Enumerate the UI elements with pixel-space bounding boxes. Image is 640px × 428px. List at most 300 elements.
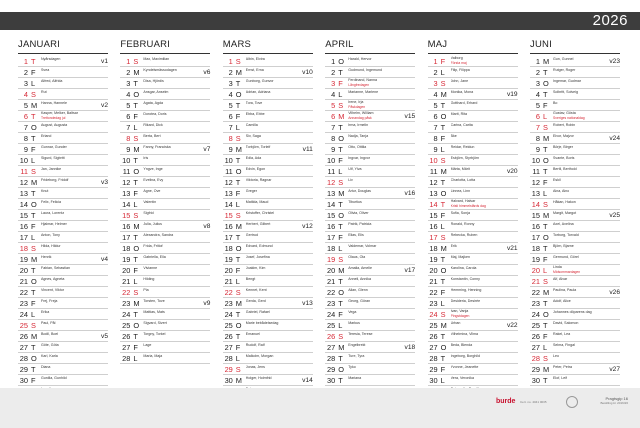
day-number: 24 [224, 310, 233, 319]
day-row [325, 320, 415, 331]
day-row [18, 298, 108, 309]
day-number: 4 [228, 90, 233, 99]
name-day: Matilda, Maud [245, 200, 269, 204]
day-row [120, 177, 210, 188]
name-day: Yvonne, Jeanette [450, 365, 479, 369]
day-number: 17 [429, 233, 438, 242]
day-row [120, 122, 210, 133]
name-day: Vivianne [143, 266, 158, 270]
name-day: Georg, Göran [348, 299, 371, 303]
day-row [18, 232, 108, 243]
name-day: Gabriella, Ella [143, 255, 166, 259]
day-number: 26 [531, 332, 540, 341]
day-number: 22 [531, 288, 540, 297]
name-day: Yngve, Inge [143, 167, 163, 171]
day-number: 5 [535, 101, 540, 110]
holiday-label: Första maj [450, 61, 467, 65]
day-row [18, 221, 108, 232]
day-row [325, 287, 415, 298]
month-name: MAJ [427, 39, 448, 50]
name-day: Alf, Alvar [553, 277, 568, 281]
day-row [428, 133, 518, 144]
day-number: 17 [122, 233, 131, 242]
day-row [18, 320, 108, 331]
day-row [223, 188, 313, 199]
weekday-letter: S [543, 354, 548, 363]
weekday-letter: L [338, 321, 343, 330]
day-row [120, 111, 210, 122]
day-row [120, 331, 210, 342]
day-row [325, 243, 415, 254]
week-number: v10 [302, 69, 313, 76]
name-day: Gunborg, Gunvor [245, 79, 274, 83]
day-number: 5 [126, 101, 131, 110]
weekday-letter: T [235, 156, 241, 165]
name-day: Tiburtius [348, 200, 362, 204]
name-day: Hemming, Henning [450, 288, 482, 292]
weekday-letter: T [338, 145, 343, 154]
name-day: Märta, Märit [450, 167, 470, 171]
weekday-letter: O [440, 266, 447, 275]
day-number: 7 [433, 123, 438, 132]
day-number: 23 [531, 299, 540, 308]
day-row [223, 265, 313, 276]
day-number: 15 [326, 211, 336, 220]
day-row [530, 342, 620, 353]
weekday-letter: T [338, 200, 343, 209]
day-number: 30 [531, 376, 540, 385]
weekday-letter: M [543, 288, 550, 297]
day-number: 1 [23, 57, 28, 66]
weekday-letter: F [338, 79, 343, 88]
months-grid [18, 39, 622, 385]
day-number: 8 [23, 134, 28, 143]
name-day: Charlotta, Lotta [450, 178, 476, 182]
weekday-letter: T [440, 255, 446, 264]
day-number: 6 [23, 112, 28, 121]
day-number: 21 [531, 277, 540, 286]
day-row [18, 155, 108, 166]
week-number: v15 [404, 113, 416, 120]
day-row [325, 111, 415, 122]
name-day: Elias, Elis [348, 233, 364, 237]
weekday-letter: T [31, 343, 36, 352]
day-number: 16 [429, 222, 438, 231]
day-row [428, 122, 518, 133]
name-day: Sigurd, Sigbritt [41, 156, 65, 160]
day-row [428, 254, 518, 265]
day-list [223, 56, 313, 397]
weekday-letter: F [235, 189, 241, 198]
weekday-letter: T [235, 332, 241, 341]
name-day: Markus [348, 321, 360, 325]
day-number: 23 [326, 299, 336, 308]
day-number: 3 [126, 79, 131, 88]
weekday-letter: S [31, 90, 36, 99]
day-number: 12 [326, 178, 336, 187]
name-day: Gerda, Gerd [245, 299, 266, 303]
name-day: Engelbrekt [348, 343, 366, 347]
month-name: MARS [222, 39, 252, 50]
weekday-letter: S [440, 233, 446, 242]
day-row [120, 210, 210, 221]
name-day: Torgny, Torkel [143, 332, 166, 336]
name-day: Beda, Blenda [450, 343, 473, 347]
day-row [18, 78, 108, 89]
week-number: v16 [404, 190, 416, 197]
day-number: 6 [228, 112, 233, 121]
day-number: 9 [23, 145, 28, 154]
day-number: 12 [531, 178, 540, 187]
day-number: 10 [19, 156, 28, 165]
day-row [325, 122, 415, 133]
name-day: Agnes, Agneta [41, 277, 65, 281]
day-row [325, 89, 415, 100]
weekday-letter: M [543, 211, 550, 220]
day-row [18, 243, 108, 254]
day-row [325, 309, 415, 320]
name-day: Peter, Petra [553, 365, 572, 369]
name-day: Björn, Bjarne [553, 244, 574, 248]
day-number: 3 [433, 79, 438, 88]
day-number: 23 [122, 299, 131, 308]
week-number: v25 [609, 212, 620, 219]
weekday-letter: M [133, 299, 140, 308]
weekday-letter: T [440, 200, 446, 209]
name-day: Vega [348, 310, 357, 314]
week-number: v23 [609, 58, 620, 65]
day-row [18, 177, 108, 188]
day-number: 6 [126, 112, 131, 121]
day-number: 25 [224, 321, 233, 330]
weekday-letter: T [338, 376, 343, 385]
weekday-letter: O [133, 244, 140, 253]
week-number: v13 [302, 300, 313, 307]
day-row [428, 331, 518, 342]
weekday-letter: T [235, 233, 241, 242]
day-number: 14 [531, 200, 540, 209]
weekday-letter: F [31, 299, 36, 308]
day-number: 15 [122, 211, 131, 220]
weekday-letter: M [31, 332, 38, 341]
day-number: 19 [531, 255, 540, 264]
name-day: Greger [245, 189, 257, 193]
weekday-letter: T [31, 365, 36, 374]
day-number: 6 [535, 112, 540, 121]
day-number: 27 [326, 343, 336, 352]
week-number: v22 [506, 322, 518, 329]
day-number: 22 [224, 288, 233, 297]
day-number: 29 [224, 365, 233, 374]
day-row [223, 254, 313, 265]
weekday-letter: F [543, 255, 548, 264]
weekday-letter: T [440, 178, 446, 187]
day-row [18, 353, 108, 364]
day-row [223, 166, 313, 177]
day-row [325, 210, 415, 221]
weekday-letter: T [338, 222, 343, 231]
day-row [223, 309, 313, 320]
name-day: Fanny, Franciska [143, 145, 171, 149]
month-divider [325, 53, 415, 54]
day-number: 26 [429, 332, 438, 341]
day-row [530, 287, 620, 298]
weekday-letter: L [543, 189, 548, 198]
weekday-letter: O [133, 90, 140, 99]
name-day: Johannes döparens dag [553, 310, 592, 314]
day-row [530, 56, 620, 67]
weekday-letter: T [31, 134, 36, 143]
name-day: Bengt [245, 277, 256, 281]
day-row [223, 320, 313, 331]
month-name: JUNI [530, 39, 552, 50]
day-row [530, 353, 620, 364]
day-row [325, 298, 415, 309]
day-number: 29 [19, 365, 28, 374]
name-day: Rakel, Lea [553, 332, 571, 336]
name-day: Marianne, Marlene [348, 90, 379, 94]
day-row [428, 276, 518, 287]
day-row [325, 100, 415, 111]
weekday-letter: S [235, 134, 241, 143]
name-day: Torbjörn, Torleif [245, 145, 271, 149]
name-day: Rut [41, 90, 47, 94]
day-number: 11 [20, 167, 28, 176]
name-day: Ingemar, Gudmar [553, 79, 581, 83]
day-number: 23 [429, 299, 438, 308]
weekday-letter: F [133, 189, 138, 198]
name-day: Otto, Ottilia [348, 145, 367, 149]
day-row [120, 56, 210, 67]
name-day: Allan, Glenn [348, 288, 368, 292]
weekday-letter: O [543, 233, 549, 242]
week-number: v6 [203, 69, 211, 76]
weekday-letter: T [133, 255, 138, 264]
weekday-letter: L [31, 79, 36, 88]
day-number: 26 [224, 332, 233, 341]
weekday-letter: L [235, 277, 240, 286]
weekday-letter: O [338, 211, 344, 220]
holiday-label: Påskdagen [348, 105, 366, 109]
day-row [120, 276, 210, 287]
weekday-letter: F [440, 288, 446, 297]
day-number: 19 [224, 255, 233, 264]
day-number: 9 [535, 145, 540, 154]
name-day: Holger, Holmfrid [245, 376, 272, 380]
day-number: 26 [19, 332, 28, 341]
weekday-letter: S [543, 277, 548, 286]
weekday-letter: T [440, 277, 446, 286]
holiday-label: Sveriges nationaldag [553, 116, 585, 120]
brand-logo: burde [496, 398, 516, 405]
day-number: 3 [23, 79, 28, 88]
day-number: 18 [224, 244, 233, 253]
name-day: Alfred, Alfrida [41, 79, 63, 83]
week-number: v4 [101, 256, 108, 263]
day-row [223, 221, 313, 232]
day-number: 20 [122, 266, 131, 275]
weekday-letter: L [338, 244, 343, 253]
day-row [120, 298, 210, 309]
weekday-letter: L [543, 343, 548, 352]
day-row [18, 331, 108, 342]
name-day: Adolf, Alice [553, 299, 571, 303]
weekday-letter: T [133, 332, 138, 341]
day-row [120, 144, 210, 155]
day-row [325, 166, 415, 177]
name-day: Kyndelsmässodagen [143, 68, 177, 72]
day-row [223, 100, 313, 111]
day-row [223, 177, 313, 188]
day-row [120, 155, 210, 166]
weekday-letter: M [235, 68, 242, 77]
day-row [18, 144, 108, 155]
day-row [18, 287, 108, 298]
day-row [428, 111, 518, 122]
day-row [223, 232, 313, 243]
weekday-letter: M [31, 101, 38, 110]
day-number: 4 [535, 90, 540, 99]
weekday-letter: T [133, 79, 138, 88]
holiday-label: Trettondedag jul [41, 116, 66, 120]
day-number: 30 [326, 376, 336, 385]
day-row [223, 298, 313, 309]
day-number: 15 [224, 211, 233, 220]
day-number: 10 [531, 156, 540, 165]
day-row [120, 67, 210, 78]
day-number: 10 [429, 156, 438, 165]
day-row [18, 265, 108, 276]
week-number: v9 [203, 300, 211, 307]
weekday-letter: F [543, 178, 548, 187]
weekday-letter: O [440, 343, 447, 352]
name-day: Jan, Jannike [41, 167, 62, 171]
name-day: Eskil [553, 178, 561, 182]
day-number: 19 [19, 255, 28, 264]
name-day: Albin, Elvira [245, 57, 265, 61]
day-number: 27 [224, 343, 233, 352]
weekday-letter: M [338, 112, 345, 121]
name-day: Julia, Julius [143, 222, 162, 226]
name-day: Adrian, Adriana [245, 90, 271, 94]
weekday-letter: S [133, 211, 139, 220]
weekday-letter: L [440, 68, 445, 77]
product-order-info: Bestilling kl. 2016/26 [600, 401, 628, 405]
day-number: 24 [19, 310, 28, 319]
day-number: 14 [19, 200, 28, 209]
day-row [325, 364, 415, 375]
day-number: 5 [433, 101, 438, 110]
day-number: 18 [429, 244, 438, 253]
weekday-letter: T [133, 310, 138, 319]
day-row [530, 309, 620, 320]
name-day: Dorotea, Doris [143, 112, 167, 116]
weekday-letter: F [133, 112, 138, 121]
weekday-letter: T [338, 299, 343, 308]
day-row [428, 287, 518, 298]
day-number: 8 [433, 134, 438, 143]
name-day: Ronald, Ronny [450, 222, 475, 226]
weekday-letter: M [133, 222, 140, 231]
weekday-letter: F [235, 112, 241, 121]
day-number: 7 [535, 123, 540, 132]
name-day: Rudolf, Ralf [245, 343, 265, 347]
name-day: Hilding [143, 277, 155, 281]
day-number: 5 [331, 101, 336, 110]
day-row [223, 144, 313, 155]
certification-seal-icon [566, 396, 578, 408]
weekday-letter: O [235, 321, 242, 330]
name-day: Anneli, Annika [348, 277, 371, 281]
name-day: Linda [553, 265, 562, 269]
day-row [223, 122, 313, 133]
name-day: Frej, Freja [41, 299, 58, 303]
month-name: JANUARI [18, 39, 61, 50]
day-number: 5 [23, 101, 28, 110]
name-day: Valdemar, Volmar [348, 244, 377, 248]
name-day: Urban [450, 321, 461, 325]
weekday-letter: S [543, 123, 548, 132]
day-number: 20 [531, 266, 540, 275]
name-day: Evelina, Evy [143, 178, 164, 182]
name-day: Josef, Josefina [245, 255, 270, 259]
day-number: 12 [224, 178, 233, 187]
name-day: August, Augusta [41, 123, 68, 127]
weekday-letter: M [543, 134, 550, 143]
day-number: 20 [224, 266, 233, 275]
day-row [530, 199, 620, 210]
day-number: 10 [122, 156, 131, 165]
day-row [530, 265, 620, 276]
day-number: 9 [433, 145, 438, 154]
weekday-letter: O [440, 189, 447, 198]
day-number: 20 [326, 266, 336, 275]
day-number: 1 [228, 57, 233, 66]
weekday-letter: O [31, 354, 37, 363]
day-row [120, 320, 210, 331]
weekday-letter: M [235, 222, 242, 231]
day-number: 26 [326, 332, 336, 341]
weekday-letter: M [543, 365, 550, 374]
name-day: Elof, Leif [553, 376, 567, 380]
day-number: 2 [23, 68, 28, 77]
name-day: Alexandra, Sandra [143, 233, 174, 237]
name-day: Paul, Pål [41, 321, 56, 325]
name-day: Edla, Ada [245, 156, 262, 160]
name-day: Gunnar, Gunder [41, 145, 67, 149]
name-day: Ebba, Ebbe [245, 112, 265, 116]
day-number: 14 [429, 200, 438, 209]
day-row [325, 188, 415, 199]
day-row [18, 188, 108, 199]
name-day: Svante, Boris [553, 156, 575, 160]
name-day: Eivor, Majvor [553, 134, 574, 138]
name-day: Agata, Agda [143, 101, 163, 105]
week-number: v3 [101, 179, 108, 186]
weekday-letter: S [235, 211, 241, 220]
day-number: 24 [122, 310, 131, 319]
day-number: 28 [326, 354, 336, 363]
day-number: 7 [331, 123, 336, 132]
name-day: Tyko [348, 365, 356, 369]
weekday-letter: L [235, 200, 240, 209]
day-row [325, 254, 415, 265]
name-day: Irma, Irmelin [348, 123, 369, 127]
weekday-letter: T [543, 299, 548, 308]
day-row [325, 265, 415, 276]
week-number: v8 [203, 223, 211, 230]
day-row [18, 364, 108, 375]
